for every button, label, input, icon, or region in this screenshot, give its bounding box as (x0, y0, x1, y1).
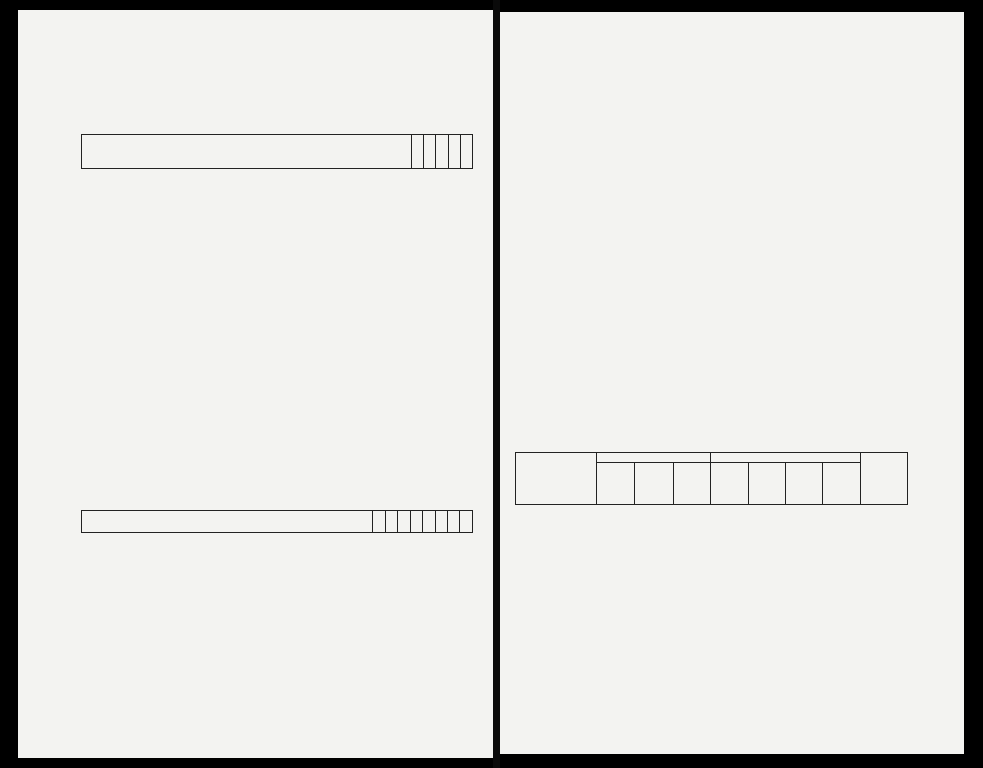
column-header (435, 511, 447, 533)
right-page (500, 12, 964, 754)
column-header (634, 463, 673, 505)
column-header (411, 135, 423, 169)
table-corner (82, 135, 412, 169)
column-header (785, 463, 823, 505)
column-header (436, 135, 448, 169)
left-page (18, 10, 493, 758)
column-header (748, 463, 785, 505)
column-header (398, 511, 410, 533)
column-header (423, 511, 435, 533)
column-header (385, 511, 397, 533)
column-header (597, 463, 635, 505)
column-header (711, 463, 749, 505)
farm-income-table (515, 452, 908, 505)
group-header-income (597, 453, 711, 463)
book-spine (493, 0, 500, 768)
column-header (448, 135, 460, 169)
column-header (460, 511, 473, 533)
column-header (410, 511, 422, 533)
land-tenure-table (81, 134, 473, 169)
column-header (861, 453, 908, 505)
column-header (673, 463, 711, 505)
group-header-cost (711, 453, 861, 463)
table-corner (516, 453, 597, 505)
crop-area-table (81, 510, 473, 533)
column-header (823, 463, 861, 505)
column-header (424, 135, 436, 169)
table-corner (82, 511, 373, 533)
column-header (448, 511, 460, 533)
column-header (460, 135, 472, 169)
column-header (373, 511, 385, 533)
